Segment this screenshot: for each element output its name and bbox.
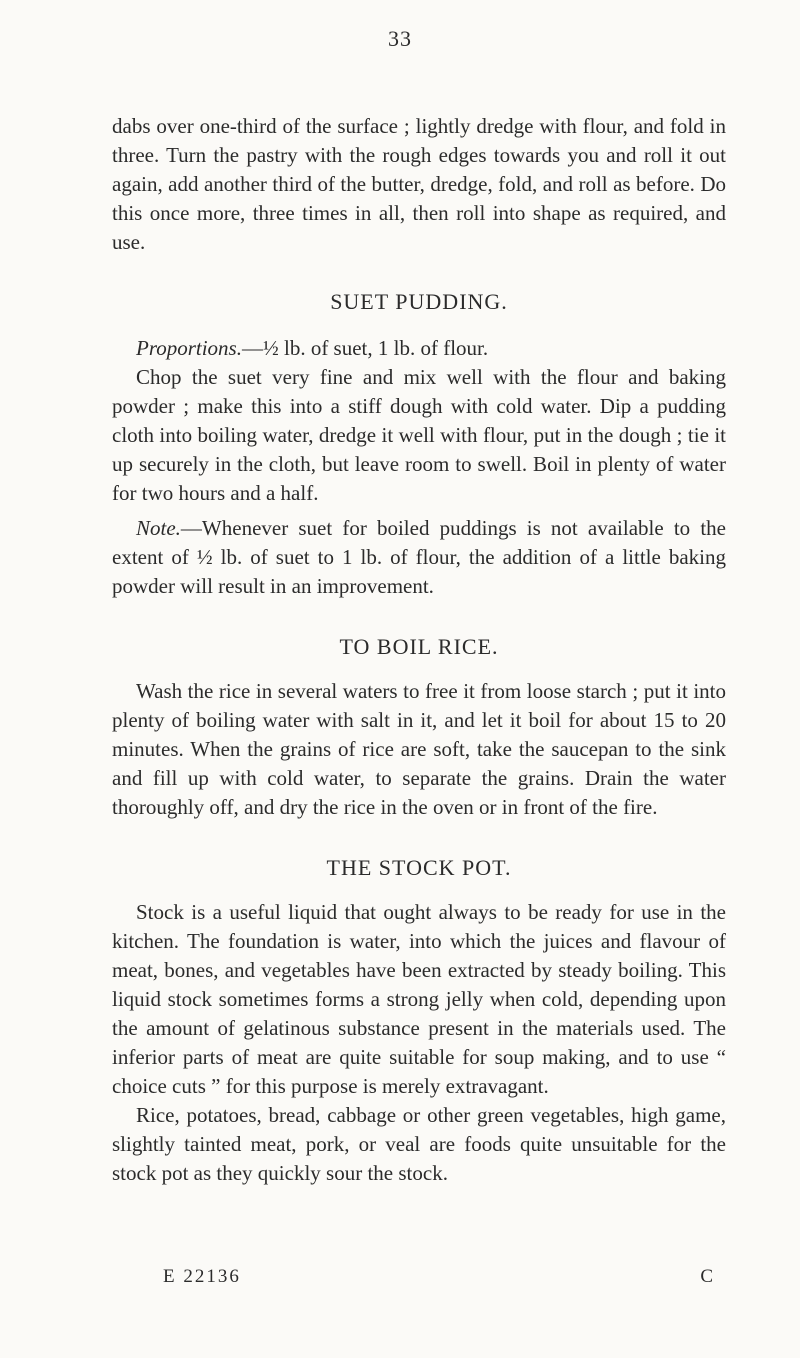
- note-label: Note.: [136, 516, 181, 540]
- suet-pudding-heading: SUET PUDDING.: [330, 289, 508, 314]
- suet-proportions: [112, 334, 726, 363]
- printer-signature-code: E 22136: [163, 1266, 241, 1287]
- gathering-letter: C: [700, 1266, 715, 1287]
- note-text: —Whenever suet for boiled puddings is not available to the extent of ½ lb. of suet to 1 lb. of flour, the addition of a little baking powder will result in an improvement.: [112, 516, 726, 598]
- rice-method-paragraph: Wash the rice in several waters to free it from loose starch ; put it into plenty of boiling water with salt in it, and let it boil for about 15 to 20 minutes. When the grains of rice are soft, take the saucepan to the sink and fill up with cold water, to separate the grains. Drain the water thoroughly off, and dry the rice in the oven or in front of the fire.: [112, 679, 726, 819]
- page-footer: [163, 1266, 715, 1288]
- suet-note: [112, 514, 726, 601]
- intro-paragraph: dabs over one-third of the surface ; lightly dredge with flour, and fold in three. Turn the pastry with the rough edges towards you and roll it out again, add another third of the butter, dredge, fold, and roll as before. Do this once more, three times in all, then roll into shape as required, and use.: [112, 114, 726, 254]
- boil-rice-heading: TO BOIL RICE.: [339, 634, 499, 659]
- stock-paragraph-2: Rice, potatoes, bread, cabbage or other green vegetables, high game, slightly tainted meat, pork, or veal are foods quite unsuitable for the stock pot as they quickly sour the stock.: [112, 1103, 726, 1185]
- page-content: [112, 112, 726, 1188]
- proportions-text: —½ lb. of suet, 1 lb. of flour.: [241, 336, 489, 360]
- page-number: 33: [388, 26, 412, 51]
- proportions-label: Proportions.: [136, 336, 242, 360]
- suet-method-paragraph: Chop the suet very fine and mix well with the flour and baking powder ; make this into a stiff dough with cold water. Dip a pudding cloth into boiling water, dredge it well with flour, put in the dough ; tie it up securely in the cloth, but leave room to swell. Boil in plenty of water for two hours and a half.: [112, 365, 726, 505]
- stock-paragraph-1: Stock is a useful liquid that ought always to be ready for use in the kitchen. The foundation is water, into which the juices and flavour of meat, bones, and vegetables have been extracted by steady boiling. This liquid stock sometimes forms a strong jelly when cold, depending upon the amount of gelatinous substance present in the materials used. The inferior parts of meat are quite suitable for soup making, and to use “ choice cuts ” for this purpose is merely extravagant.: [112, 900, 726, 1098]
- stock-pot-heading: THE STOCK POT.: [326, 855, 512, 880]
